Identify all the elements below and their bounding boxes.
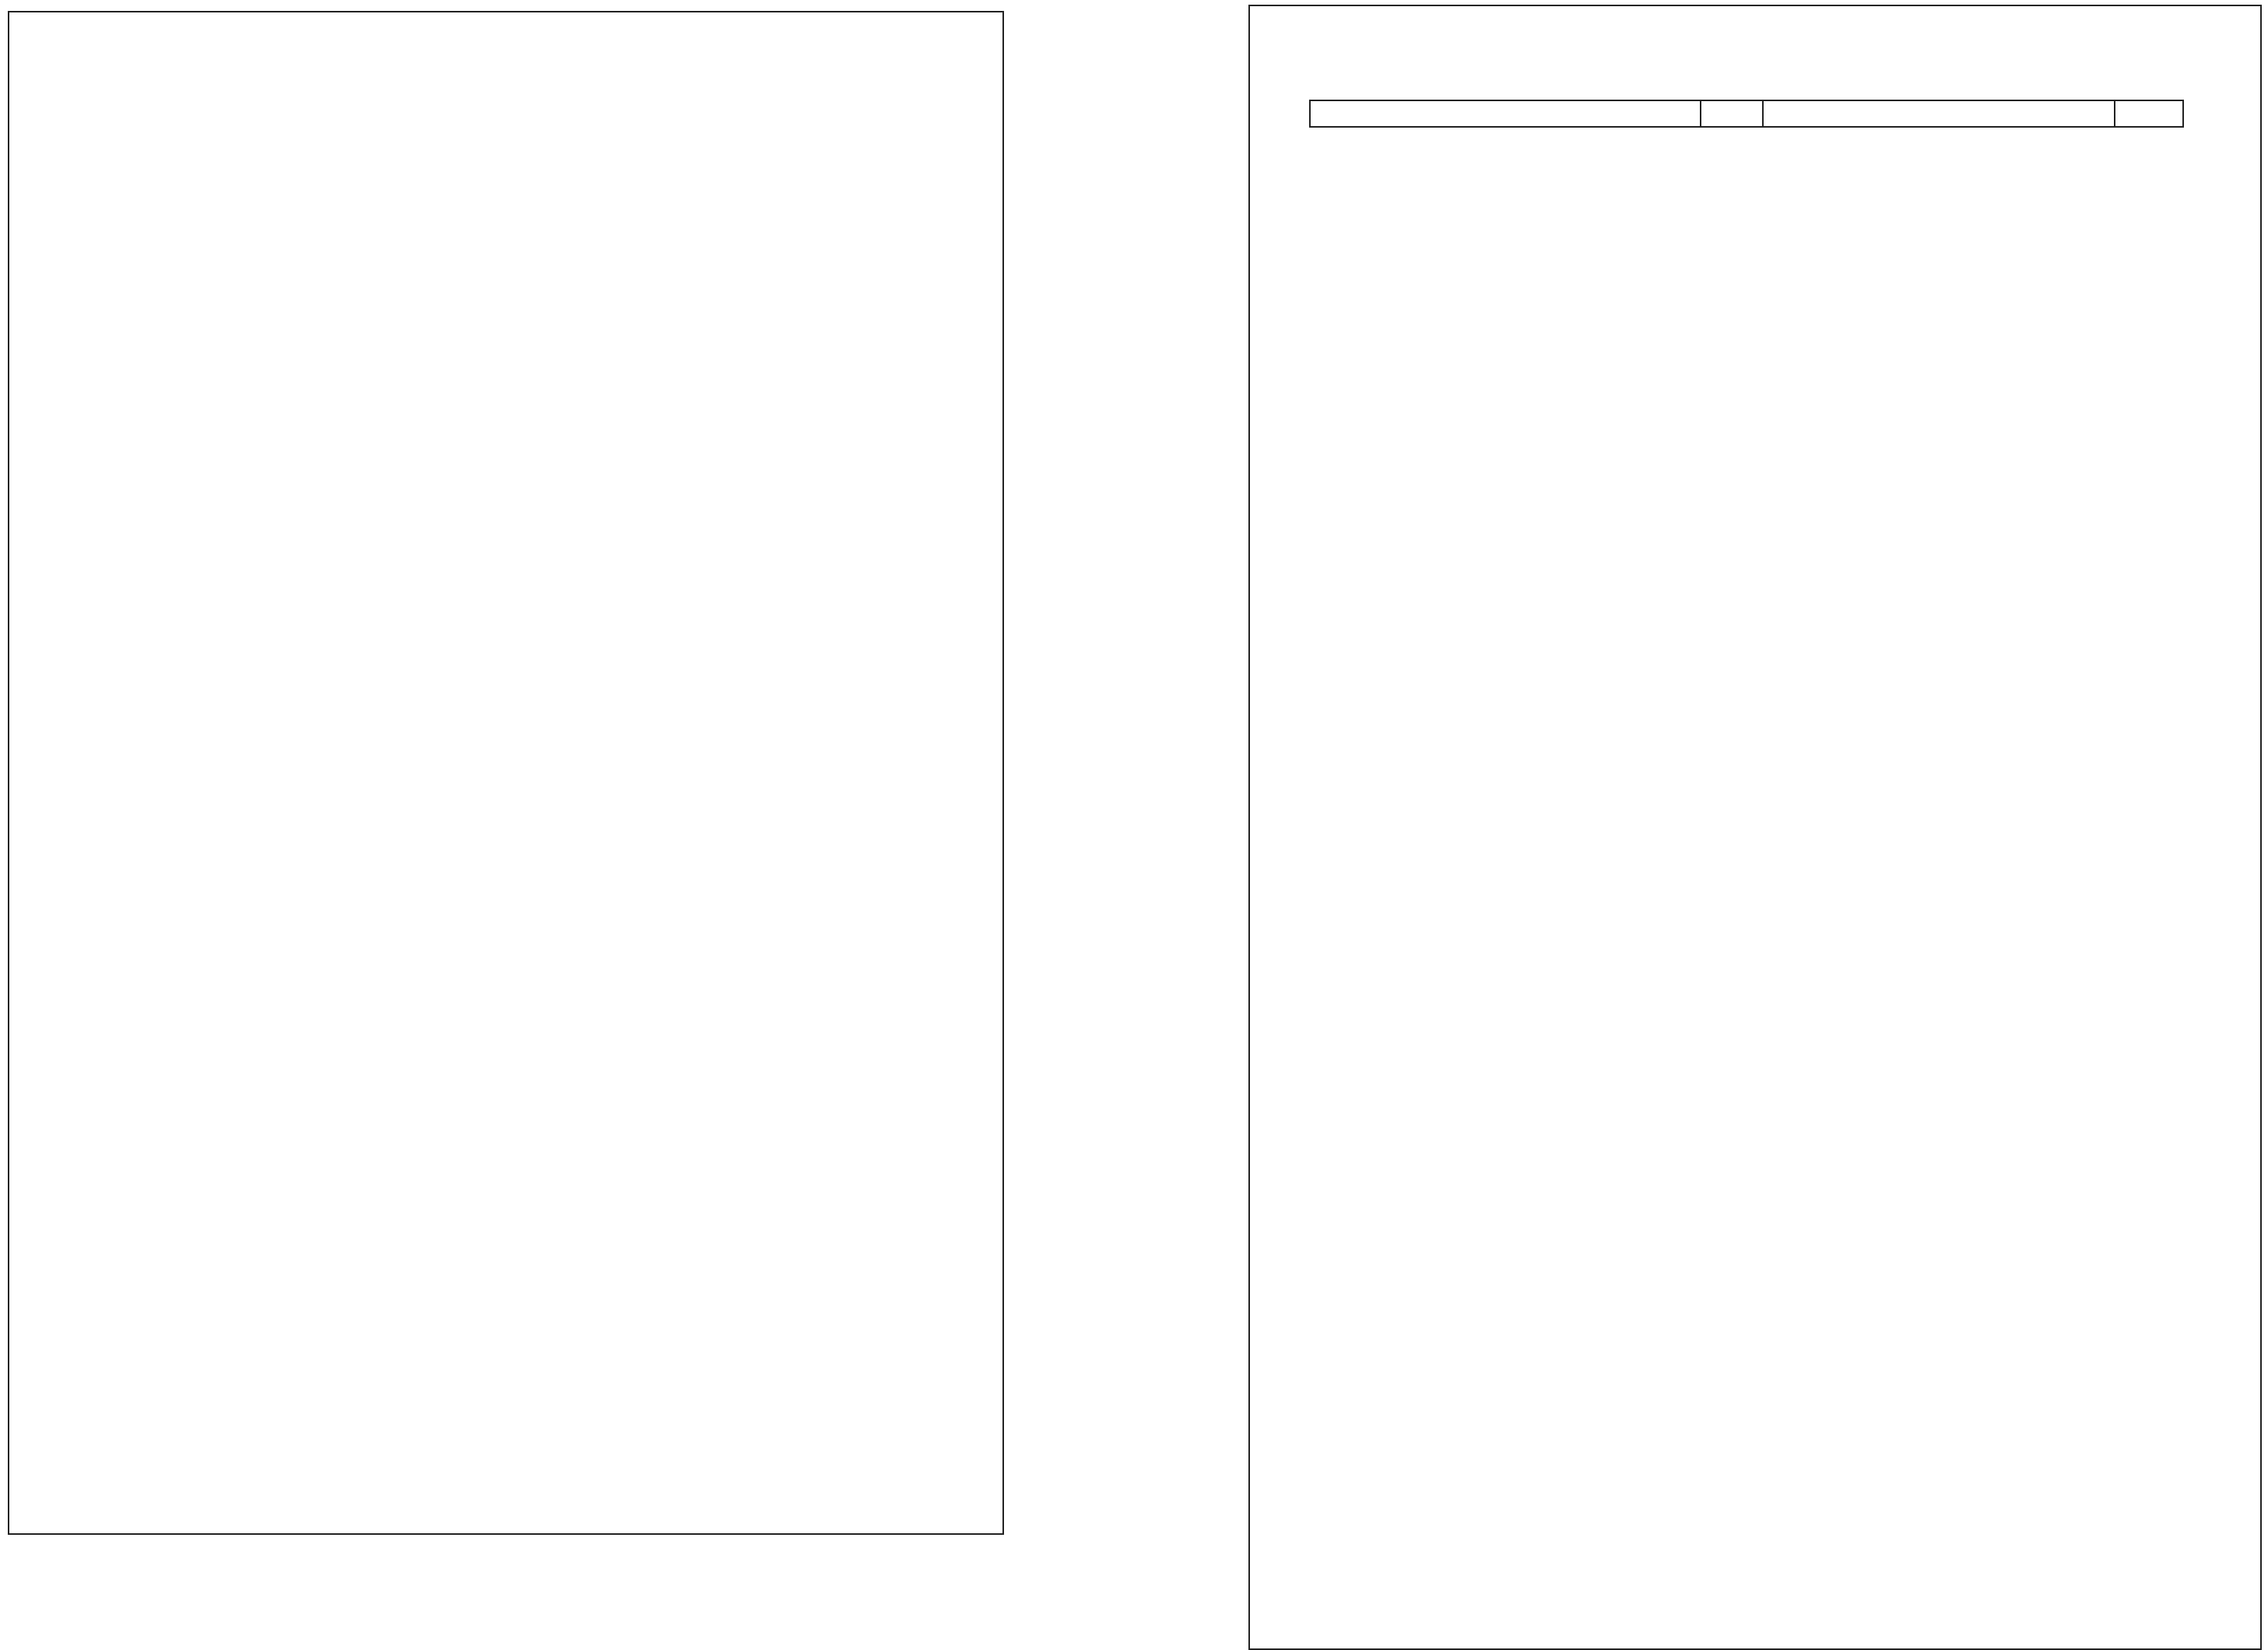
table-header-row [1310, 100, 2183, 127]
conversion-table [1309, 100, 2184, 128]
header-plan-nuevo [1310, 100, 1701, 127]
paragraph-proyecto [33, 1189, 974, 1215]
page-right [1248, 5, 2262, 1650]
header-cr [2115, 100, 2183, 127]
header-cr [1701, 100, 1763, 127]
header-plan-antiguo [1763, 100, 2115, 127]
page-left [8, 11, 1004, 1535]
